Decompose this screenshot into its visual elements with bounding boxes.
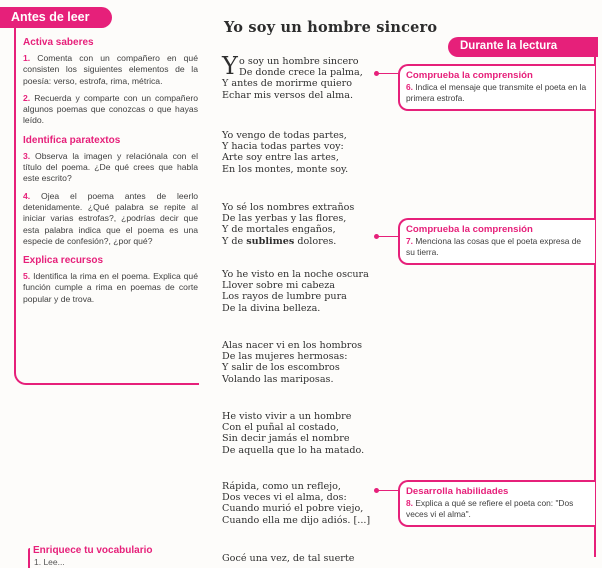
- connector-line: [376, 490, 398, 491]
- drop-cap: Y: [222, 52, 238, 80]
- stanza-3: [222, 202, 422, 247]
- antes-de-leer-panel: [14, 27, 199, 385]
- box-title: Comprueba la comprensión: [406, 224, 533, 235]
- enriquece-vocabulario-title: Enriquece tu vocabulario: [33, 545, 153, 556]
- poem-line: Arte soy entre las artes,: [222, 152, 339, 164]
- question-6: 6. Indica el mensaje que transmite el poeta en la primera estrofa.: [406, 82, 587, 103]
- poem-line: De las yerbas y las flores,: [222, 213, 347, 225]
- box-title: Comprueba la comprensión: [406, 70, 533, 81]
- durante-la-lectura-tab: Durante la lectura: [448, 37, 598, 57]
- poem-line: De aquella que lo ha matado.: [222, 444, 365, 456]
- poem-line: Sin decir jamás el nombre: [222, 433, 350, 445]
- question-5: 5. Identifica la rima en el poema. Explica qué función cumple a rima en poemas de corte popular y de trova.: [23, 271, 198, 304]
- poem-line: Yo vengo de todas partes,: [222, 130, 347, 141]
- stanza-5: [222, 340, 422, 385]
- poem-line: De donde crece la palma,: [239, 67, 363, 79]
- activa-saberes-title: Activa saberes: [23, 37, 94, 48]
- poem-line: Yo he visto en la noche oscura: [222, 269, 369, 280]
- comprension-box-1: [398, 64, 595, 111]
- poem-line: o soy un hombre sincero: [239, 56, 359, 67]
- poem-line: Echar mis versos del alma.: [222, 89, 353, 101]
- connector-line: [376, 73, 398, 74]
- bold-word: sublimes: [246, 235, 295, 247]
- stanza-2: [222, 130, 422, 175]
- poem-line: De la divina belleza.: [222, 302, 321, 314]
- explica-recursos-title: Explica recursos: [23, 255, 104, 267]
- poem-line: Dos veces vi el alma, dos:: [222, 492, 347, 504]
- poem-line: He visto vivir a un hombre: [222, 411, 352, 422]
- question-1: 1. Comenta con un compañero en qué consisten los siguientes elementos de la poesía: verso, estrofa, rima, métrica.: [23, 53, 198, 86]
- connector-line: [376, 236, 398, 237]
- poem-line: Cuando murió el pobre viejo,: [222, 503, 364, 515]
- poem-line: Rápida, como un reflejo,: [222, 481, 341, 492]
- poem-line: Llover sobre mi cabeza: [222, 280, 336, 292]
- stanza-1: [222, 52, 422, 101]
- box-title: Desarrolla habilidades: [406, 486, 509, 497]
- poem-line: Y antes de morirme quiero: [222, 78, 353, 90]
- antes-de-leer-tab: Antes de leer: [0, 7, 112, 28]
- vocab-bracket: [28, 548, 30, 568]
- stanza-7: [222, 481, 422, 526]
- connector-dot: [374, 71, 379, 76]
- poem-line: Y de mortales engaños,: [222, 224, 336, 236]
- poem-line: Con el puñal al costado,: [222, 422, 339, 434]
- connector-dot: [374, 234, 379, 239]
- poem-line: Y hacia todas partes voy:: [222, 141, 344, 153]
- stanza-4: [222, 269, 422, 314]
- poem-line: Alas nacer vi en los hombros: [222, 340, 363, 351]
- question-2: 2. Recuerda y comparte con un compañero algunos poemas que conozcas o que hayas leído.: [23, 92, 199, 126]
- question-7: 7. Menciona las cosas que el poeta expresa de su tierra.: [406, 236, 582, 257]
- identifica-paratextos-title: Identifica paratextos: [23, 134, 121, 146]
- poem-line: Y de sublimes dolores.: [222, 235, 337, 247]
- poem-line: De las mujeres hermosas:: [222, 351, 348, 363]
- poem-line: En los montes, monte soy.: [222, 163, 349, 175]
- poem-line: Yo sé los nombres extraños: [222, 202, 355, 213]
- question-4: 4. Ojea el poema antes de leerlo detenidamente. ¿Qué palabra se repite al iniciar varias estrofas?, ¿podrías decir que esta palabra indica que el poema es una especie de confesión?, ¿por qué?: [23, 190, 199, 246]
- habilidades-box: [398, 480, 595, 527]
- question-3: 3. Observa la imagen y relaciónala con el título del poema. ¿De qué crees que habla este escrito?: [23, 150, 198, 184]
- comprension-box-2: [398, 218, 595, 265]
- vocab-text: 1. Lee...: [34, 557, 65, 567]
- poem-line: Los rayos de lumbre pura: [222, 291, 347, 303]
- poem-line: Y salir de los escombros: [222, 362, 340, 374]
- poem-line: Volando las mariposas.: [222, 373, 334, 385]
- poem-line: Cuando ella me dijo adiós. [...]: [222, 514, 371, 526]
- question-8: 8. Explica a qué se refiere el poeta con: "Dos veces vi el alma".: [406, 498, 574, 519]
- connector-dot: [374, 488, 379, 493]
- poem-title: Yo soy un hombre sincero: [224, 19, 438, 36]
- stanza-8: [222, 553, 422, 564]
- stanza-6: [222, 411, 422, 456]
- poem-line: Gocé una vez, de tal suerte: [222, 553, 355, 564]
